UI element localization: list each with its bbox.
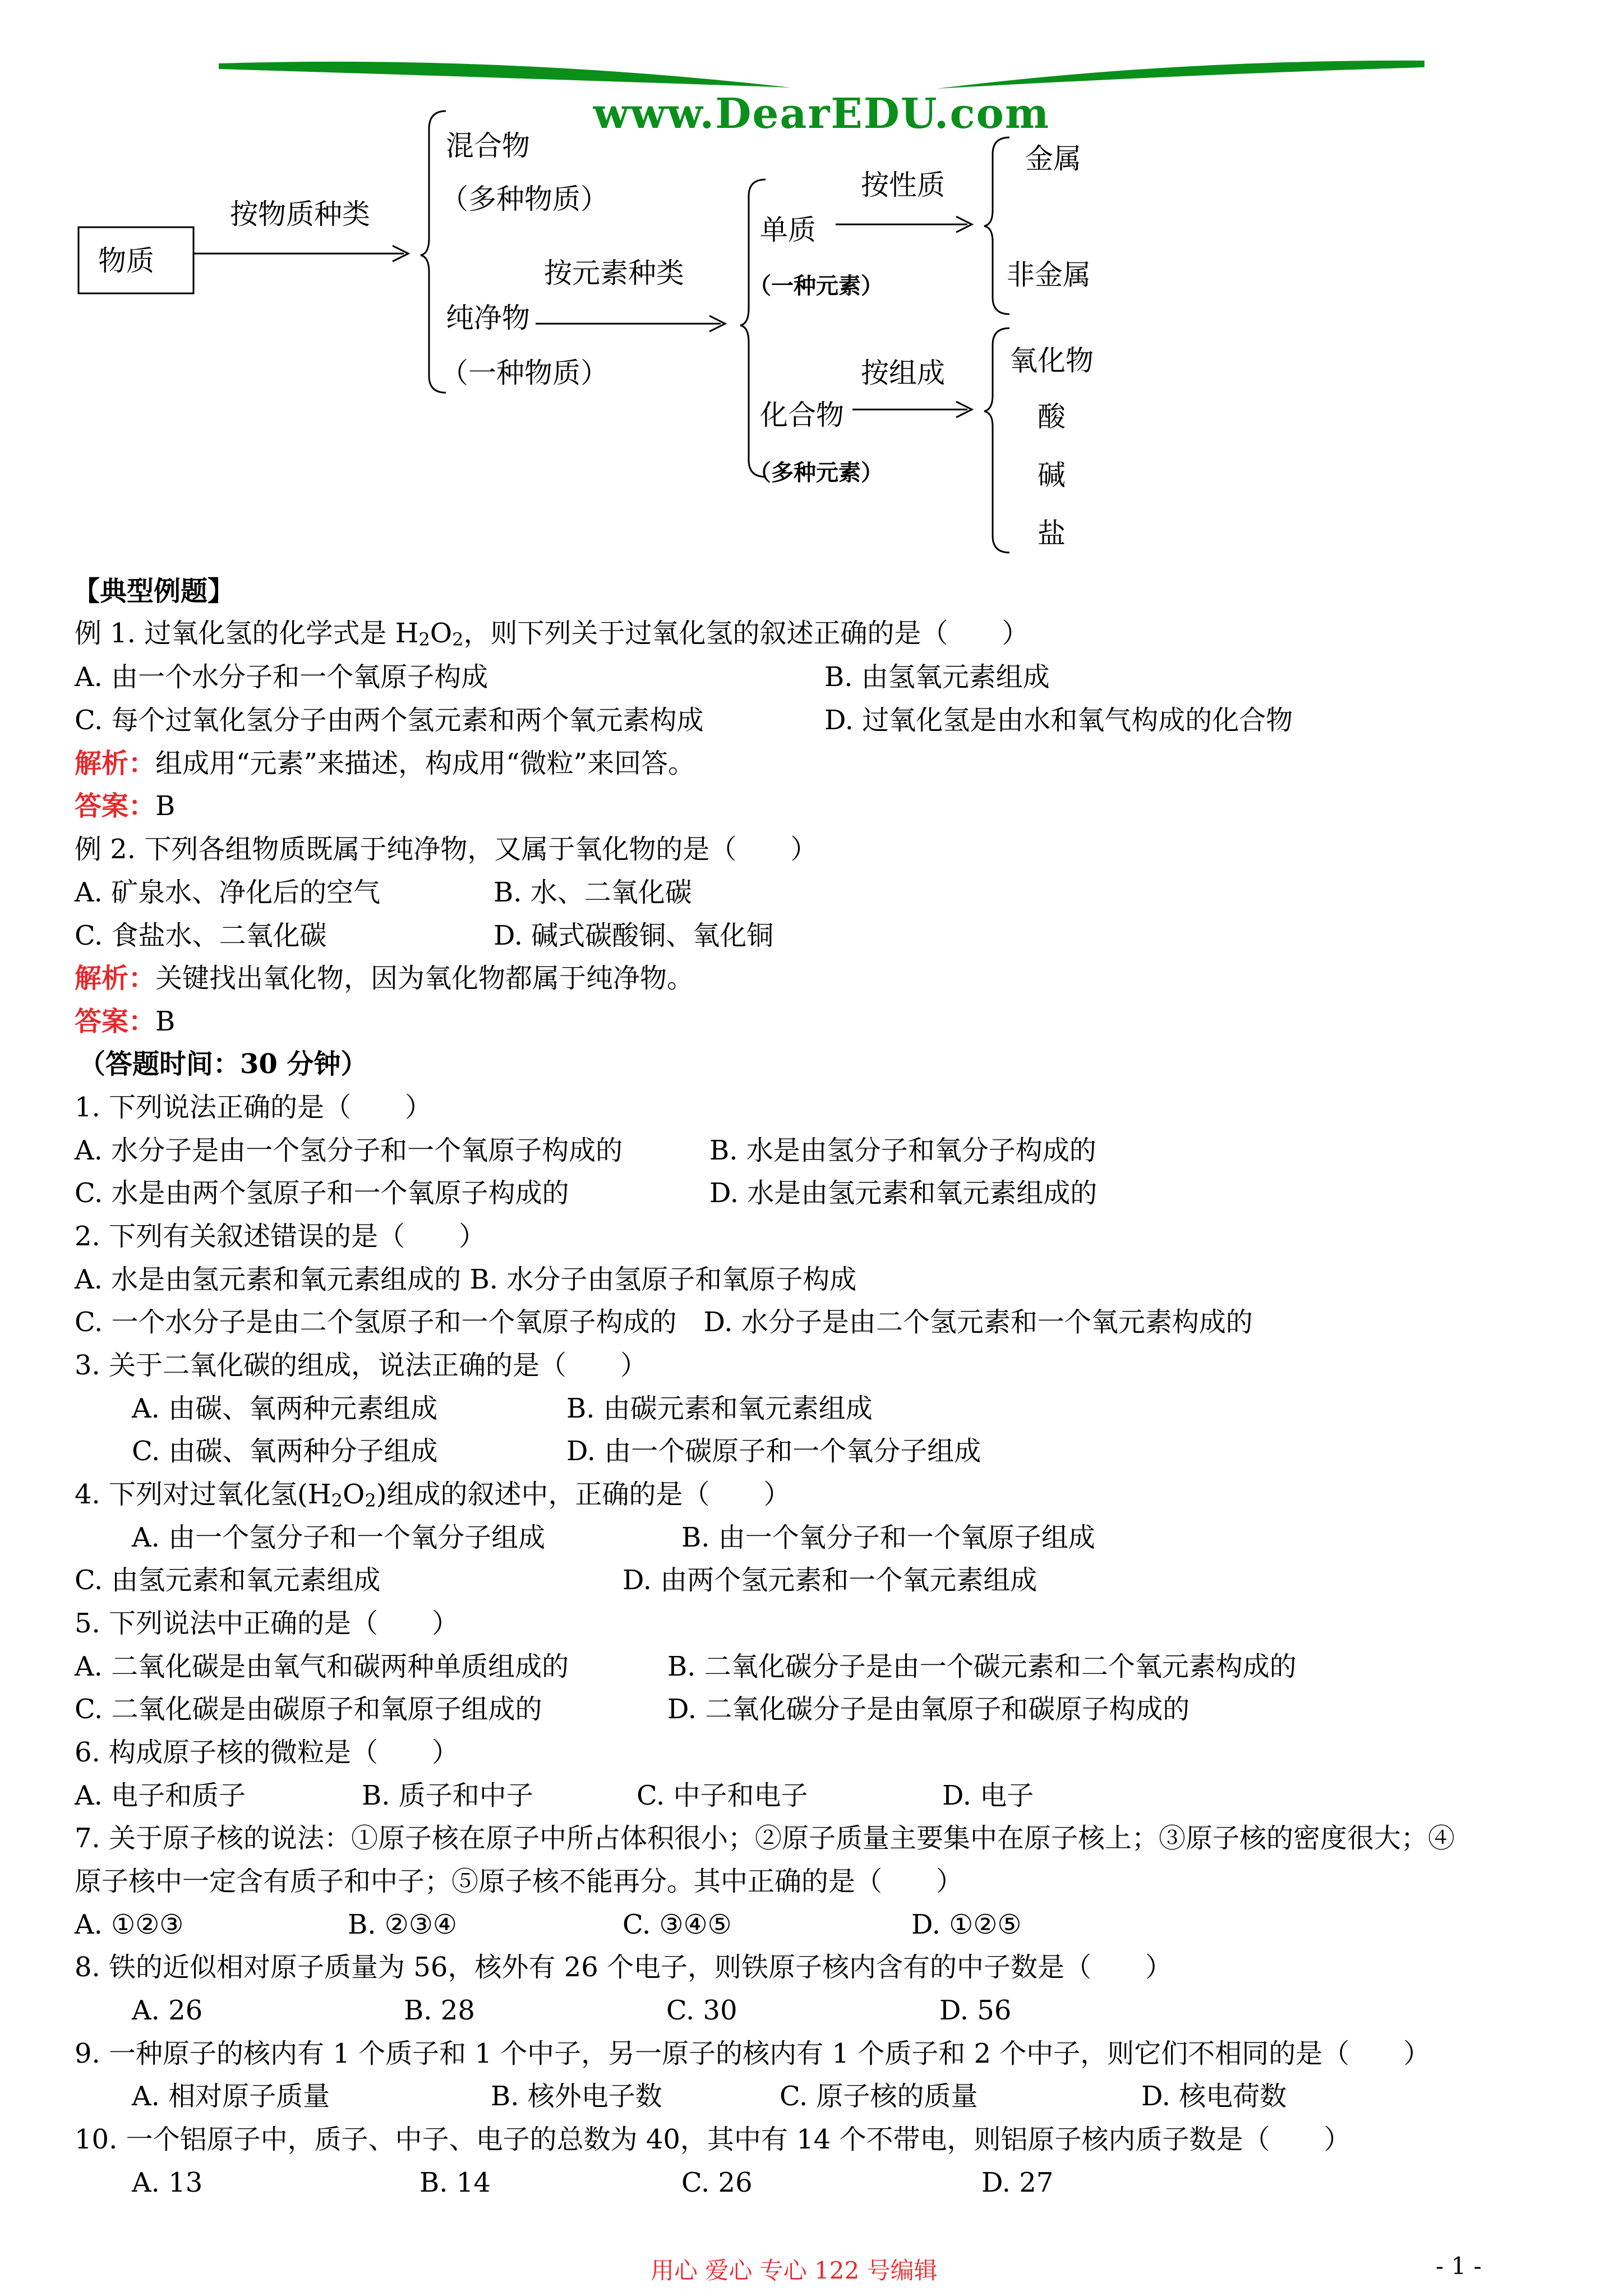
ex1-option-d: D. 过氧化氢是由水和氧气构成的化合物: [824, 705, 1293, 736]
q5-stem: 5. 下列说法中正确的是（ ）: [75, 1608, 459, 1639]
q5-option-a: A. 二氧化碳是由氧气和碳两种单质组成的: [75, 1651, 569, 1682]
q3-option-b: B. 由碳元素和氧元素组成: [566, 1393, 873, 1424]
q10-option-b: B. 14: [419, 2167, 491, 2198]
q1-option-d: D. 水是由氢元素和氧元素组成的: [709, 1177, 1098, 1209]
q2-stem: 2. 下列有关叙述错误的是（ ）: [75, 1221, 486, 1252]
q8-option-b: B. 28: [404, 1995, 475, 2026]
ex2-answer: 答案：B: [75, 1006, 176, 1037]
diagram-compound-note: （多种元素）: [749, 460, 883, 486]
q9-stem: 9. 一种原子的核内有 1 个质子和 1 个中子，另一原子的核内有 1 个质子和 2 个中子，则它们不相同的是（ ）: [75, 2038, 1431, 2069]
diagram-mixture-note: （多种物质）: [440, 183, 608, 215]
q5-option-b: B. 二氧化碳分子是由一个碳元素和二个氧元素构成的: [667, 1651, 1297, 1682]
ex1-option-c: C. 每个过氧化氢分子由两个氢元素和两个氧元素构成: [75, 705, 704, 736]
q10-option-c: C. 26: [681, 2167, 753, 2198]
site-name: www.DearEDU.com: [593, 90, 1050, 138]
q8-stem: 8. 铁的近似相对原子质量为 56，核外有 26 个电子，则铁原子核内含有的中子数是（ ）: [75, 1952, 1172, 1983]
q4-option-d: D. 由两个氢元素和一个氧元素组成: [623, 1565, 1038, 1596]
q10-option-a: A. 13: [132, 2167, 203, 2198]
q7-option-d: D. ①②⑤: [911, 1909, 1022, 1940]
q1-stem: 1. 下列说法正确的是（ ）: [75, 1092, 432, 1123]
q7-option-b: B. ②③④: [348, 1909, 457, 1940]
q8-option-a: A. 26: [132, 1995, 203, 2026]
q3-option-c: C. 由碳、氧两种分子组成: [132, 1435, 438, 1467]
diagram-by-element: 按元素种类: [544, 257, 684, 289]
ex1-answer: 答案：B: [75, 790, 176, 822]
q4-option-c: C. 由氢元素和氧元素组成: [75, 1565, 381, 1596]
ex1-stem: 例 1. 过氧化氢的化学式是 $H_2O_2$，则下列关于过氧化氢的叙述正确的是（ ）: [75, 618, 1029, 650]
diagram-compound: 化合物: [760, 399, 844, 431]
q1-option-a: A. 水分子是由一个氢分子和一个氧原子构成的: [75, 1135, 623, 1166]
q9-option-b: B. 核外电子数: [491, 2081, 662, 2112]
diagram-oxide: 氧化物: [1009, 344, 1094, 377]
diagram-pure: 纯净物: [446, 302, 530, 334]
q3-option-d: D. 由一个碳原子和一个氧分子组成: [566, 1435, 981, 1467]
q4-option-b: B. 由一个氧分子和一个氧原子组成: [681, 1522, 1095, 1553]
q6-option-b: B. 质子和中子: [362, 1780, 533, 1811]
q8-option-d: D. 56: [939, 1995, 1012, 2026]
ex2-option-b: B. 水、二氧化碳: [494, 877, 692, 908]
classification-diagram: [0, 0, 1623, 567]
q10-option-d: D. 27: [981, 2167, 1054, 2198]
q7-option-c: C. ③④⑤: [623, 1909, 732, 1940]
q10-stem: 10. 一个铝原子中，质子、中子、电子的总数为 40，其中有 14 个不带电，则铝原子核内质子数是（ ）: [75, 2124, 1351, 2155]
q9-option-d: D. 核电荷数: [1141, 2081, 1287, 2112]
diagram-by-composition: 按组成: [861, 357, 945, 389]
diagram-element-sub-note: （一种元素）: [749, 273, 883, 299]
ex1-option-b: B. 由氢氧元素组成: [824, 661, 1050, 693]
ex2-stem: 例 2. 下列各组物质既属于纯净物，又属于氧化物的是（ ）: [75, 834, 818, 865]
examples-heading: 【典型例题】: [73, 576, 235, 607]
quiz-time: （答题时间：30 分钟）: [79, 1048, 368, 1080]
q6-stem: 6. 构成原子核的微粒是（ ）: [75, 1737, 459, 1768]
ex2-option-c: C. 食盐水、二氧化碳: [75, 920, 327, 951]
q8-option-c: C. 30: [666, 1995, 737, 2026]
diagram-salt: 盐: [1038, 517, 1066, 550]
q4-stem: 4. 下列对过氧化氢$(H_2O_2)$组成的叙述中，正确的是（ ）: [75, 1479, 791, 1511]
ex2-option-a: A. 矿泉水、净化后的空气: [75, 877, 381, 908]
q7-option-a: A. ①②③: [75, 1909, 184, 1940]
diagram-base: 碱: [1038, 459, 1066, 491]
diagram-nonmetal: 非金属: [1007, 259, 1091, 291]
q3-stem: 3. 关于二氧化碳的组成，说法正确的是（ ）: [75, 1350, 648, 1381]
q5-option-d: D. 二氧化碳分子是由氧原子和碳原子构成的: [667, 1694, 1190, 1725]
diagram-mixture: 混合物: [446, 130, 530, 162]
diagram-by-property: 按性质: [861, 169, 945, 201]
diagram-pure-note: （一种物质）: [440, 357, 608, 389]
ex2-analysis: 解析：关键找出氧化物，因为氧化物都属于纯净物。: [75, 963, 694, 994]
diagram-acid: 酸: [1038, 401, 1066, 433]
q6-option-d: D. 电子: [942, 1780, 1034, 1811]
q9-option-a: A. 相对原子质量: [132, 2081, 330, 2112]
q7-stem-line1: 7. 关于原子核的说法：①原子核在原子中所占体积很小；②原子质量主要集中在原子核上；③原子核的密度很大；④: [75, 1823, 1455, 1854]
q1-option-b: B. 水是由氢分子和氧分子构成的: [709, 1135, 1096, 1166]
q2-options-ab: A. 水是由氢元素和氧元素组成的 B. 水分子由氢原子和氧原子构成: [75, 1264, 857, 1295]
q6-option-c: C. 中子和电子: [637, 1780, 808, 1811]
q7-stem-line2: 原子核中一定含有质子和中子；⑤原子核不能再分。其中正确的是（ ）: [75, 1866, 963, 1897]
footer-editor-note: 用心 爱心 专心 122 号编辑: [651, 2257, 938, 2284]
q9-option-c: C. 原子核的质量: [780, 2081, 978, 2112]
ex2-option-d: D. 碱式碳酸铜、氧化铜: [494, 920, 774, 951]
q6-option-a: A. 电子和质子: [75, 1780, 246, 1811]
q3-option-a: A. 由碳、氧两种元素组成: [132, 1393, 438, 1424]
q1-option-c: C. 水是由两个氢原子和一个氧原子构成的: [75, 1177, 569, 1209]
ex1-analysis: 解析：组成用“元素”来描述，构成用“微粒”来回答。: [75, 748, 695, 779]
page-number: - 1 -: [1436, 2252, 1482, 2280]
diagram-by-kind: 按物质种类: [230, 198, 370, 231]
ex1-option-a: A. 由一个水分子和一个氧原子构成: [75, 661, 488, 693]
diagram-root: 物质: [98, 245, 154, 277]
diagram-element-sub: 单质: [760, 214, 816, 246]
q4-option-a: A. 由一个氢分子和一个氧分子组成: [132, 1522, 546, 1553]
diagram-metal: 金属: [1025, 142, 1081, 175]
q5-option-c: C. 二氧化碳是由碳原子和氧原子组成的: [75, 1694, 542, 1725]
q2-options-cd: C. 一个水分子是由二个氢原子和一个氧原子构成的 D. 水分子是由二个氢元素和一个氧元素构成的: [75, 1306, 1253, 1338]
